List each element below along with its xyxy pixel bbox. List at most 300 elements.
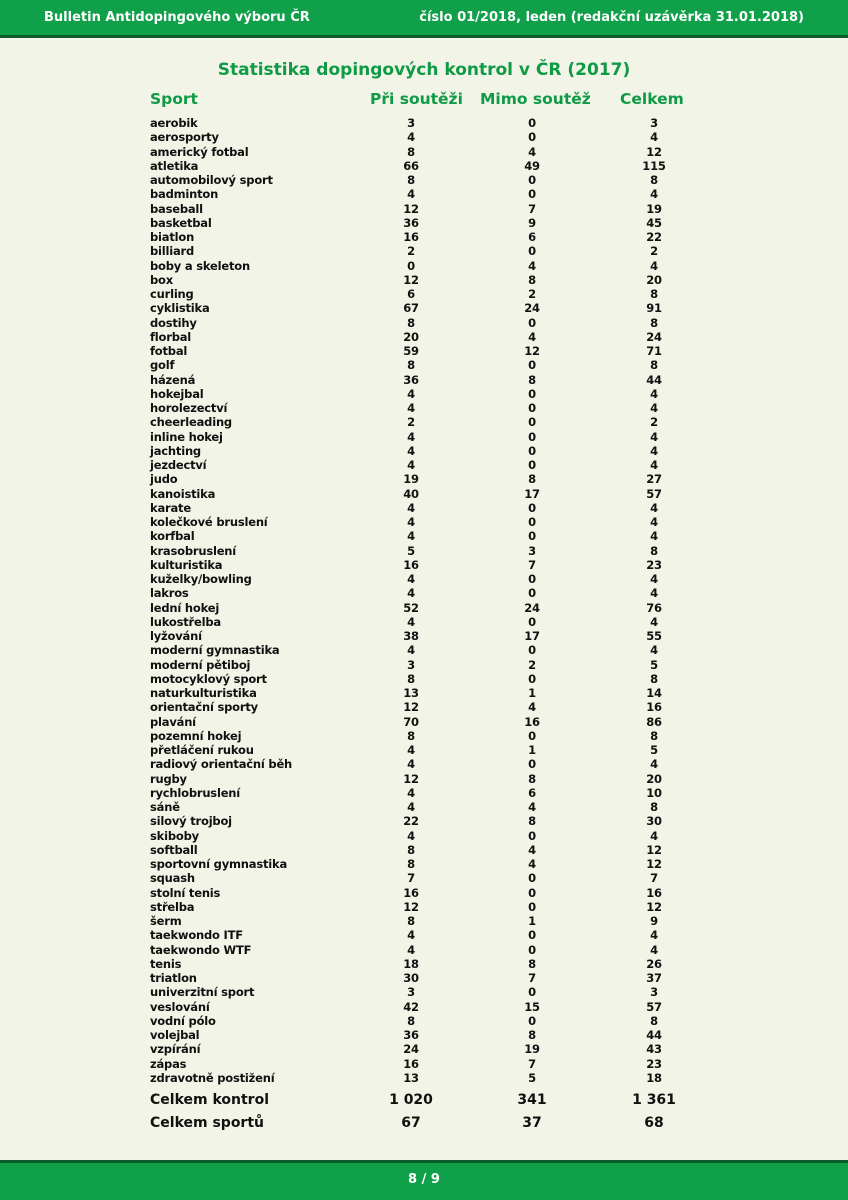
table-row <box>0 743 848 757</box>
out-of-competition-count: 16 <box>524 714 540 729</box>
sport-name: rugby <box>150 771 187 786</box>
total-count: 18 <box>646 1070 662 1085</box>
in-competition-count: 4 <box>407 443 415 458</box>
total-count: 12 <box>646 899 662 914</box>
sport-name: billiard <box>150 244 195 259</box>
in-competition-count: 4 <box>407 515 415 529</box>
totals-label: Celkem kontrol <box>150 1092 269 1108</box>
total-count: 44 <box>646 1028 662 1042</box>
in-competition-count: 22 <box>403 814 419 829</box>
totals-label: Celkem sportů <box>150 1115 264 1131</box>
in-competition-count: 4 <box>407 130 415 145</box>
out-of-competition-count: 2 <box>528 657 536 672</box>
out-of-competition-count: 5 <box>528 1070 536 1085</box>
out-of-competition-count: 0 <box>528 415 536 430</box>
table-row <box>0 971 848 985</box>
out-of-competition-count: 3 <box>528 543 536 558</box>
sport-name: lakros <box>150 586 189 601</box>
total-count: 4 <box>650 187 658 202</box>
out-of-competition-count: 0 <box>528 386 536 401</box>
in-competition-count: 4 <box>407 386 415 401</box>
total-count: 8 <box>650 358 658 373</box>
out-of-competition-count: 0 <box>528 871 536 886</box>
sport-name: lední hokej <box>150 600 220 615</box>
out-of-competition-count: 4 <box>528 329 536 344</box>
table-row <box>0 187 848 201</box>
total-count: 8 <box>650 315 658 330</box>
total-count: 23 <box>646 557 662 572</box>
table-row <box>0 843 848 857</box>
total-count: 91 <box>646 301 662 316</box>
total-count: 24 <box>646 329 662 344</box>
total-count: 4 <box>650 458 658 472</box>
total-count: 37 <box>646 971 662 985</box>
in-competition-count: 70 <box>403 714 419 729</box>
in-competition-count: 30 <box>403 971 419 985</box>
table-row <box>0 316 848 330</box>
in-competition-count: 42 <box>403 999 419 1014</box>
out-of-competition-count: 2 <box>528 287 536 301</box>
table-row <box>0 1071 848 1085</box>
totals-in-competition: 1 020 <box>389 1092 433 1108</box>
table-row <box>0 558 848 572</box>
table-row <box>0 202 848 216</box>
out-of-competition-count: 8 <box>528 372 536 387</box>
sport-name: karate <box>150 500 191 515</box>
total-count: 4 <box>650 614 658 629</box>
total-count: 3 <box>650 116 658 130</box>
total-count: 4 <box>650 529 658 544</box>
issue-info: číslo 01/2018, leden (redakční uzávěrka 31.01.2018) <box>419 10 804 25</box>
in-competition-count: 24 <box>403 1042 419 1057</box>
in-competition-count: 66 <box>403 158 419 173</box>
in-competition-count: 18 <box>403 956 419 971</box>
out-of-competition-count: 0 <box>528 358 536 373</box>
table-row <box>0 572 848 586</box>
in-competition-count: 4 <box>407 928 415 943</box>
out-of-competition-count: 8 <box>528 771 536 786</box>
total-count: 4 <box>650 643 658 658</box>
in-competition-count: 4 <box>407 586 415 601</box>
sport-name: americký fotbal <box>150 144 249 159</box>
sport-name: vzpírání <box>150 1042 201 1057</box>
table-row <box>0 1028 848 1042</box>
totals-out-of-competition: 341 <box>517 1092 547 1108</box>
out-of-competition-count: 4 <box>528 700 536 715</box>
in-competition-count: 16 <box>403 557 419 572</box>
out-of-competition-count: 19 <box>524 1042 540 1057</box>
sport-name: střelba <box>150 899 195 914</box>
in-competition-count: 4 <box>407 529 415 544</box>
in-competition-count: 8 <box>407 1013 415 1028</box>
out-of-competition-count: 6 <box>528 785 536 800</box>
sport-name: sportovní gymnastika <box>150 857 288 871</box>
total-count: 12 <box>646 144 662 159</box>
total-count: 115 <box>642 158 666 173</box>
column-header-sport: Sport <box>150 90 198 108</box>
table-row <box>0 529 848 543</box>
total-count: 30 <box>646 814 662 829</box>
table-row <box>0 216 848 230</box>
sport-name: biatlon <box>150 230 195 244</box>
in-competition-count: 59 <box>403 344 419 358</box>
sport-name: automobilový sport <box>150 173 273 187</box>
out-of-competition-count: 0 <box>528 728 536 743</box>
table-row <box>0 586 848 600</box>
table-row <box>0 173 848 187</box>
total-count: 22 <box>646 230 662 244</box>
total-count: 57 <box>646 999 662 1014</box>
totals-total: 1 361 <box>632 1092 676 1108</box>
in-competition-count: 36 <box>403 215 419 230</box>
sport-name: šerm <box>150 914 182 928</box>
sport-name: jezdectví <box>150 458 207 472</box>
total-count: 4 <box>650 828 658 843</box>
table-row <box>0 130 848 144</box>
total-count: 4 <box>650 258 658 273</box>
totals-row-sports <box>0 1115 848 1137</box>
in-competition-count: 40 <box>403 486 419 501</box>
total-count: 10 <box>646 785 662 800</box>
total-count: 55 <box>646 629 662 643</box>
table-row <box>0 387 848 401</box>
out-of-competition-count: 1 <box>528 743 536 757</box>
total-count: 71 <box>646 344 662 358</box>
sport-name: judo <box>150 472 178 487</box>
out-of-competition-count: 0 <box>528 671 536 686</box>
sport-name: cyklistika <box>150 301 210 316</box>
table-row <box>0 116 848 130</box>
table-row <box>0 757 848 771</box>
total-count: 16 <box>646 700 662 715</box>
out-of-competition-count: 9 <box>528 215 536 230</box>
table-row <box>0 430 848 444</box>
table-row <box>0 259 848 273</box>
total-count: 9 <box>650 914 658 928</box>
total-count: 12 <box>646 842 662 857</box>
total-count: 12 <box>646 857 662 871</box>
sport-name: aerobik <box>150 116 198 130</box>
out-of-competition-count: 6 <box>528 230 536 244</box>
in-competition-count: 19 <box>403 472 419 487</box>
in-competition-count: 3 <box>407 985 415 1000</box>
sport-name: hokejbal <box>150 386 204 401</box>
out-of-competition-count: 24 <box>524 301 540 316</box>
total-count: 4 <box>650 443 658 458</box>
table-row <box>0 715 848 729</box>
in-competition-count: 4 <box>407 828 415 843</box>
table-row <box>0 643 848 657</box>
sport-name: golf <box>150 358 175 373</box>
sport-name: stolní tenis <box>150 885 221 900</box>
table-row <box>0 273 848 287</box>
sport-name: florbal <box>150 329 192 344</box>
table-row <box>0 244 848 258</box>
in-competition-count: 3 <box>407 116 415 130</box>
totals-total: 68 <box>644 1115 664 1131</box>
table-row <box>0 501 848 515</box>
sport-name: jachting <box>150 443 201 458</box>
table-row <box>0 886 848 900</box>
table-row <box>0 458 848 472</box>
out-of-competition-count: 0 <box>528 828 536 843</box>
sport-name: rychlobruslení <box>150 785 241 800</box>
sport-name: baseball <box>150 201 203 216</box>
out-of-competition-count: 8 <box>528 956 536 971</box>
out-of-competition-count: 0 <box>528 985 536 1000</box>
in-competition-count: 8 <box>407 914 415 928</box>
total-count: 4 <box>650 130 658 145</box>
out-of-competition-count: 0 <box>528 315 536 330</box>
total-count: 2 <box>650 244 658 259</box>
table-row <box>0 943 848 957</box>
sport-name: házená <box>150 372 196 387</box>
table-row <box>0 230 848 244</box>
sport-name: univerzitní sport <box>150 985 255 1000</box>
out-of-competition-count: 0 <box>528 942 536 957</box>
sport-name: taekwondo WTF <box>150 942 252 957</box>
sport-name: zdravotně postižení <box>150 1070 275 1085</box>
table-row <box>0 700 848 714</box>
in-competition-count: 8 <box>407 842 415 857</box>
total-count: 8 <box>650 287 658 301</box>
total-count: 4 <box>650 500 658 515</box>
in-competition-count: 3 <box>407 657 415 672</box>
out-of-competition-count: 4 <box>528 144 536 159</box>
sport-name: krasobruslení <box>150 543 237 558</box>
total-count: 4 <box>650 572 658 586</box>
table-row <box>0 444 848 458</box>
table-row <box>0 344 848 358</box>
table-row <box>0 800 848 814</box>
out-of-competition-count: 7 <box>528 971 536 985</box>
sport-name: vodní pólo <box>150 1013 216 1028</box>
in-competition-count: 16 <box>403 1056 419 1071</box>
in-competition-count: 12 <box>403 899 419 914</box>
out-of-competition-count: 49 <box>524 158 540 173</box>
out-of-competition-count: 0 <box>528 173 536 187</box>
total-count: 19 <box>646 201 662 216</box>
in-competition-count: 8 <box>407 173 415 187</box>
in-competition-count: 4 <box>407 800 415 814</box>
out-of-competition-count: 4 <box>528 842 536 857</box>
total-count: 8 <box>650 728 658 743</box>
table-row <box>0 786 848 800</box>
table-row <box>0 658 848 672</box>
bulletin-title: Bulletin Antidopingového výboru ČR <box>44 10 310 25</box>
total-count: 2 <box>650 415 658 430</box>
in-competition-count: 20 <box>403 329 419 344</box>
sport-name: kulturistika <box>150 557 223 572</box>
sport-name: skiboby <box>150 828 199 843</box>
table-row <box>0 330 848 344</box>
out-of-competition-count: 0 <box>528 500 536 515</box>
in-competition-count: 8 <box>407 728 415 743</box>
total-count: 43 <box>646 1042 662 1057</box>
out-of-competition-count: 17 <box>524 486 540 501</box>
total-count: 20 <box>646 771 662 786</box>
sport-name: triatlon <box>150 971 197 985</box>
in-competition-count: 4 <box>407 572 415 586</box>
total-count: 8 <box>650 173 658 187</box>
in-competition-count: 12 <box>403 201 419 216</box>
table-body <box>0 116 848 1085</box>
out-of-competition-count: 0 <box>528 130 536 145</box>
table-row <box>0 672 848 686</box>
in-competition-count: 8 <box>407 315 415 330</box>
out-of-competition-count: 0 <box>528 116 536 130</box>
total-count: 4 <box>650 515 658 529</box>
in-competition-count: 4 <box>407 401 415 415</box>
out-of-competition-count: 7 <box>528 557 536 572</box>
table-row <box>0 287 848 301</box>
sport-name: lyžování <box>150 629 202 643</box>
total-count: 7 <box>650 871 658 886</box>
out-of-competition-count: 0 <box>528 586 536 601</box>
sport-name: taekwondo ITF <box>150 928 243 943</box>
table-row <box>0 415 848 429</box>
sport-name: aerosporty <box>150 130 219 145</box>
total-count: 76 <box>646 600 662 615</box>
out-of-competition-count: 0 <box>528 928 536 943</box>
column-header-total: Celkem <box>620 90 684 108</box>
table-row <box>0 686 848 700</box>
table-row <box>0 515 848 529</box>
sport-name: basketbal <box>150 215 212 230</box>
in-competition-count: 36 <box>403 1028 419 1042</box>
total-count: 4 <box>650 386 658 401</box>
in-competition-count: 13 <box>403 686 419 700</box>
page-footer <box>0 1160 848 1200</box>
out-of-competition-count: 7 <box>528 201 536 216</box>
total-count: 23 <box>646 1056 662 1071</box>
totals-in-competition: 67 <box>401 1115 421 1131</box>
out-of-competition-count: 0 <box>528 643 536 658</box>
out-of-competition-count: 15 <box>524 999 540 1014</box>
in-competition-count: 38 <box>403 629 419 643</box>
table-row <box>0 301 848 315</box>
table-row <box>0 914 848 928</box>
totals-out-of-competition: 37 <box>522 1115 542 1131</box>
table-row <box>0 145 848 159</box>
table-title: Statistika dopingových kontrol v ČR (2017) <box>217 60 631 80</box>
in-competition-count: 12 <box>403 700 419 715</box>
sport-name: lukostřelba <box>150 614 221 629</box>
total-count: 45 <box>646 215 662 230</box>
in-competition-count: 5 <box>407 543 415 558</box>
out-of-competition-count: 7 <box>528 1056 536 1071</box>
table-row <box>0 857 848 871</box>
in-competition-count: 6 <box>407 287 415 301</box>
out-of-competition-count: 4 <box>528 258 536 273</box>
out-of-competition-count: 17 <box>524 629 540 643</box>
total-count: 8 <box>650 671 658 686</box>
total-count: 8 <box>650 800 658 814</box>
total-count: 16 <box>646 885 662 900</box>
total-count: 86 <box>646 714 662 729</box>
out-of-competition-count: 0 <box>528 885 536 900</box>
in-competition-count: 16 <box>403 885 419 900</box>
out-of-competition-count: 8 <box>528 472 536 487</box>
out-of-competition-count: 0 <box>528 572 536 586</box>
sport-name: kuželky/bowling <box>150 572 252 586</box>
out-of-competition-count: 12 <box>524 344 540 358</box>
in-competition-count: 4 <box>407 500 415 515</box>
in-competition-count: 12 <box>403 272 419 287</box>
column-header-out-of-competition: Mimo soutěž <box>480 90 591 108</box>
page-header <box>0 0 848 38</box>
table-row <box>0 615 848 629</box>
sport-name: pozemní hokej <box>150 728 242 743</box>
in-competition-count: 8 <box>407 857 415 871</box>
table-row <box>0 601 848 615</box>
total-count: 4 <box>650 429 658 444</box>
table-row <box>0 472 848 486</box>
in-competition-count: 4 <box>407 785 415 800</box>
out-of-competition-count: 0 <box>528 244 536 259</box>
total-count: 5 <box>650 657 658 672</box>
in-competition-count: 4 <box>407 743 415 757</box>
total-count: 4 <box>650 942 658 957</box>
out-of-competition-count: 0 <box>528 1013 536 1028</box>
in-competition-count: 16 <box>403 230 419 244</box>
out-of-competition-count: 1 <box>528 686 536 700</box>
sport-name: badminton <box>150 187 219 202</box>
total-count: 3 <box>650 985 658 1000</box>
sport-name: moderní pětiboj <box>150 657 251 672</box>
table-row <box>0 358 848 372</box>
sport-name: dostihy <box>150 315 197 330</box>
sport-name: volejbal <box>150 1028 200 1042</box>
total-count: 57 <box>646 486 662 501</box>
table-row <box>0 829 848 843</box>
table-row <box>0 871 848 885</box>
table-row <box>0 487 848 501</box>
total-count: 27 <box>646 472 662 487</box>
out-of-competition-count: 4 <box>528 857 536 871</box>
sport-name: naturkulturistika <box>150 686 257 700</box>
out-of-competition-count: 1 <box>528 914 536 928</box>
out-of-competition-count: 0 <box>528 187 536 202</box>
in-competition-count: 8 <box>407 671 415 686</box>
sport-name: horolezectví <box>150 401 228 415</box>
table-row <box>0 1000 848 1014</box>
total-count: 5 <box>650 743 658 757</box>
total-count: 4 <box>650 928 658 943</box>
totals-row-controls <box>0 1092 848 1114</box>
out-of-competition-count: 8 <box>528 814 536 829</box>
table-row <box>0 1057 848 1071</box>
in-competition-count: 4 <box>407 757 415 772</box>
in-competition-count: 4 <box>407 643 415 658</box>
out-of-competition-count: 0 <box>528 515 536 529</box>
table-row <box>0 772 848 786</box>
in-competition-count: 13 <box>403 1070 419 1085</box>
in-competition-count: 2 <box>407 244 415 259</box>
total-count: 44 <box>646 372 662 387</box>
table-row <box>0 629 848 643</box>
total-count: 4 <box>650 757 658 772</box>
table-row <box>0 928 848 942</box>
sport-name: fotbal <box>150 344 188 358</box>
table-header <box>0 90 848 112</box>
out-of-competition-count: 24 <box>524 600 540 615</box>
sport-name: radiový orientační běh <box>150 757 293 772</box>
table-row <box>0 900 848 914</box>
sport-name: moderní gymnastika <box>150 643 280 658</box>
in-competition-count: 67 <box>403 301 419 316</box>
table-row <box>0 544 848 558</box>
